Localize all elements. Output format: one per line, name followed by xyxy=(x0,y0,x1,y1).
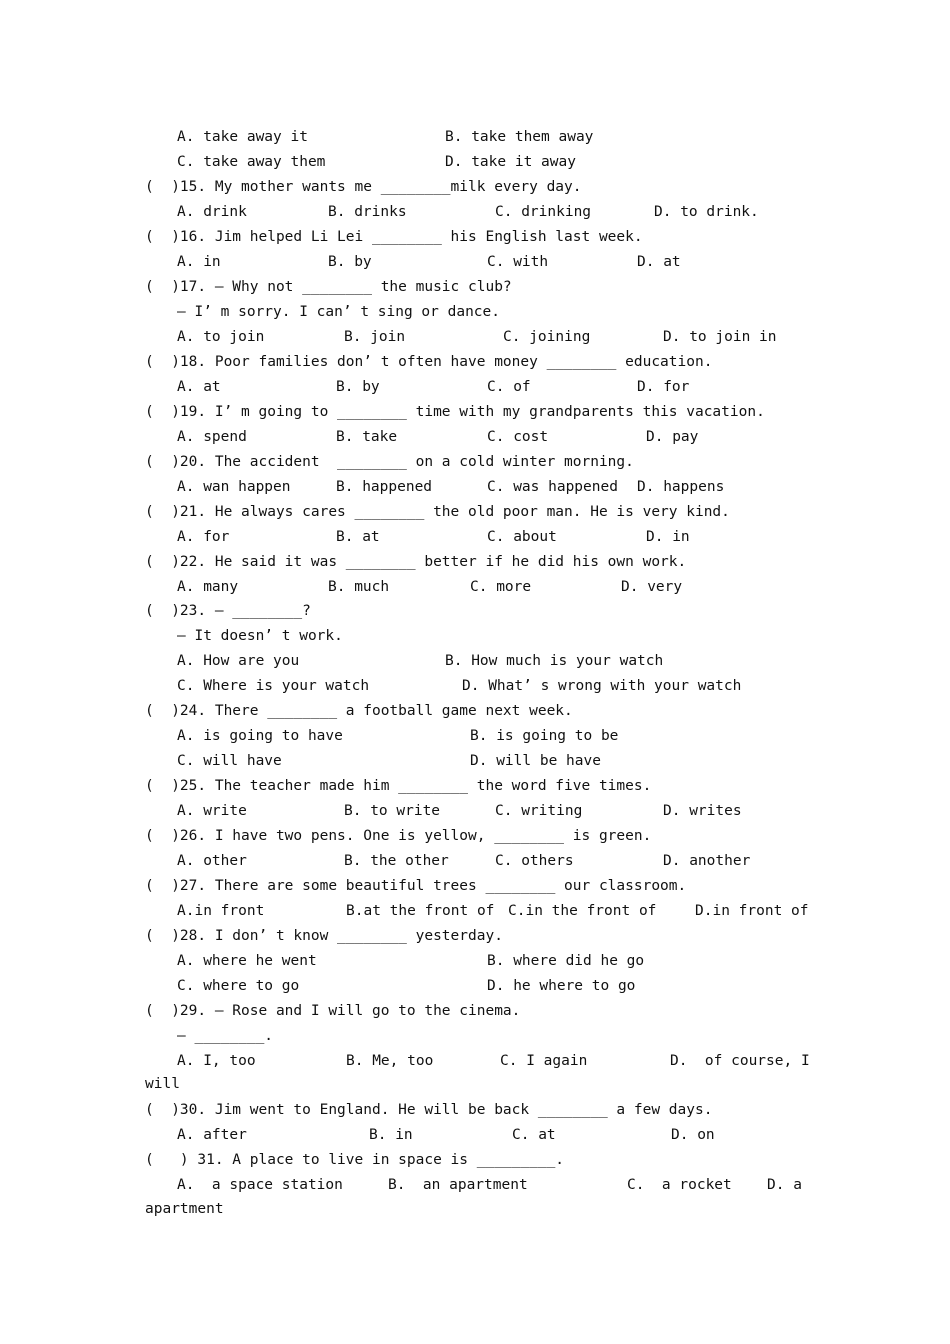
option-a: A. other xyxy=(177,853,247,869)
option-b: B. drinks xyxy=(328,204,407,220)
question-stem: ( )28. I don’ t know ________ yesterday. xyxy=(145,928,503,944)
option-d: D. writes xyxy=(663,803,742,819)
option-d-wrap: apartment xyxy=(145,1201,224,1217)
option-c: C. at xyxy=(512,1127,556,1143)
option-b: B. by xyxy=(336,379,380,395)
question-stem: ( )23. — ________? xyxy=(145,603,311,619)
question-stem: ( )24. There ________ a football game next week. xyxy=(145,703,573,719)
option-c: C. with xyxy=(487,254,549,270)
option-a: A. a space station xyxy=(177,1177,343,1193)
option-b: B. join xyxy=(344,329,406,345)
option-c: C. more xyxy=(470,579,532,595)
question-stem: ( )25. The teacher made him ________ the word five times. xyxy=(145,778,652,794)
option-d-wrap: will xyxy=(145,1076,180,1092)
option-b: B.at the front of xyxy=(346,903,495,919)
option-a: A. spend xyxy=(177,429,247,445)
option-c: C. drinking xyxy=(495,204,592,220)
option-c: C. was happened xyxy=(487,479,618,495)
option-c: C. Where is your watch xyxy=(177,678,370,694)
option-a: A. is going to have xyxy=(177,728,343,744)
option-a: A. to join xyxy=(177,329,265,345)
question-reply: — ________. xyxy=(177,1028,274,1044)
question-stem: ( )20. The accident ________ on a cold winter morning. xyxy=(145,454,634,470)
question-stem: ( )17. — Why not ________ the music club? xyxy=(145,279,512,295)
option-c: C. about xyxy=(487,529,557,545)
option-a: A. after xyxy=(177,1127,247,1143)
option-c: C. joining xyxy=(503,329,591,345)
option-b: B. in xyxy=(369,1127,413,1143)
option-c: C. will have xyxy=(177,753,282,769)
option-b: B. at xyxy=(336,529,380,545)
option-a: A. drink xyxy=(177,204,247,220)
option-b: B. happened xyxy=(336,479,433,495)
question-stem: ( )16. Jim helped Li Lei ________ his English last week. xyxy=(145,229,643,245)
question-stem: ( ) 31. A place to live in space is _________. xyxy=(145,1152,565,1168)
option-a: A. for xyxy=(177,529,230,545)
question-stem: ( )29. — Rose and I will go to the cinema. xyxy=(145,1003,521,1019)
question-reply: — I’ m sorry. I can’ t sing or dance. xyxy=(177,304,501,320)
option-d: D. will be have xyxy=(470,753,601,769)
option-d: D. a xyxy=(767,1177,802,1193)
option-a: A. at xyxy=(177,379,221,395)
question-stem: ( )18. Poor families don’ t often have money ________ education. xyxy=(145,354,713,370)
option-a: A. take away it xyxy=(177,129,308,145)
option-d: D. What’ s wrong with your watch xyxy=(462,678,742,694)
option-b: B. by xyxy=(328,254,372,270)
option-d: D. for xyxy=(637,379,690,395)
option-a: A. write xyxy=(177,803,247,819)
option-c: C. others xyxy=(495,853,574,869)
option-c: C. take away them xyxy=(177,154,326,170)
question-stem: ( )27. There are some beautiful trees ________ our classroom. xyxy=(145,878,687,894)
option-a: A. wan happen xyxy=(177,479,291,495)
option-d: D. on xyxy=(671,1127,715,1143)
question-stem: ( )26. I have two pens. One is yellow, ________ is green. xyxy=(145,828,652,844)
option-b: B. where did he go xyxy=(487,953,645,969)
option-a: A. I, too xyxy=(177,1053,256,1069)
option-a: A. many xyxy=(177,579,239,595)
option-a: A. in xyxy=(177,254,221,270)
option-a: A. How are you xyxy=(177,653,300,669)
option-d: D. in xyxy=(646,529,690,545)
option-c: C. I again xyxy=(500,1053,588,1069)
option-b: B. is going to be xyxy=(470,728,619,744)
option-d: D. pay xyxy=(646,429,699,445)
question-stem: ( )15. My mother wants me ________milk every day. xyxy=(145,179,582,195)
question-stem: ( )22. He said it was ________ better if he did his own work. xyxy=(145,554,687,570)
option-d: D. he where to go xyxy=(487,978,636,994)
option-c: C. where to go xyxy=(177,978,300,994)
option-b: B. Me, too xyxy=(346,1053,434,1069)
option-d: D.in front of xyxy=(695,903,809,919)
option-d: D. of course, I xyxy=(670,1053,810,1069)
option-b: B. an apartment xyxy=(388,1177,528,1193)
option-d: D. another xyxy=(663,853,751,869)
option-b: B. the other xyxy=(344,853,449,869)
option-d: D. to join in xyxy=(663,329,777,345)
option-d: D. to drink. xyxy=(654,204,759,220)
option-c: C. a rocket xyxy=(627,1177,732,1193)
option-c: C.in the front of xyxy=(508,903,657,919)
question-stem: ( )19. I’ m going to ________ time with my grandparents this vacation. xyxy=(145,404,765,420)
option-c: C. of xyxy=(487,379,531,395)
option-d: D. happens xyxy=(637,479,725,495)
option-c: C. writing xyxy=(495,803,583,819)
option-a: A.in front xyxy=(177,903,265,919)
option-b: B. take them away xyxy=(445,129,594,145)
option-a: A. where he went xyxy=(177,953,317,969)
option-b: B. much xyxy=(328,579,390,595)
option-d: D. very xyxy=(621,579,683,595)
option-c: C. cost xyxy=(487,429,549,445)
question-stem: ( )21. He always cares ________ the old poor man. He is very kind. xyxy=(145,504,730,520)
option-b: B. take xyxy=(336,429,398,445)
option-d: D. take it away xyxy=(445,154,576,170)
option-b: B. to write xyxy=(344,803,441,819)
option-b: B. How much is your watch xyxy=(445,653,664,669)
question-reply: — It doesn’ t work. xyxy=(177,628,343,644)
question-stem: ( )30. Jim went to England. He will be back ________ a few days. xyxy=(145,1102,713,1118)
option-d: D. at xyxy=(637,254,681,270)
